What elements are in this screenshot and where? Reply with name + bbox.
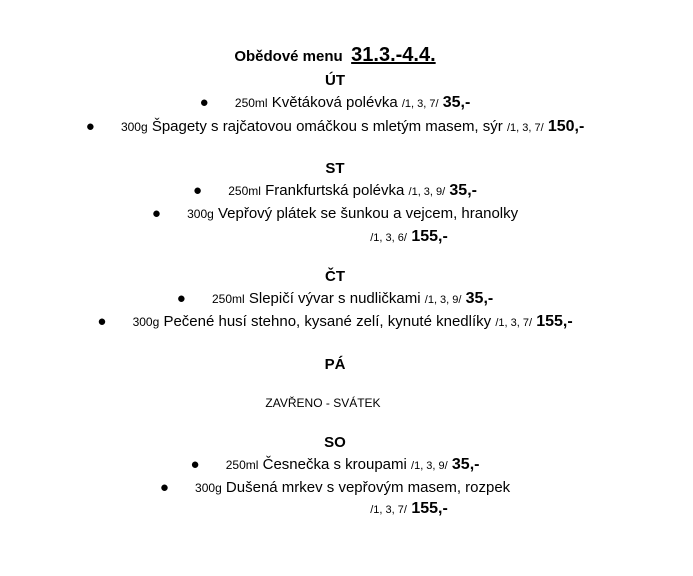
menu-dates: 31.3.-4.4. [351, 44, 436, 66]
item-allergens: /1, 3, 7/ [495, 317, 533, 329]
bullet-icon: ● [176, 290, 186, 307]
item-price: 155,- [411, 500, 448, 517]
bullet-icon: ● [199, 94, 209, 111]
day-heading-friday: PÁ [324, 356, 346, 373]
item-price: 155,- [536, 313, 573, 330]
item-allergens: /1, 3, 6/ [370, 232, 407, 244]
bullet-icon: ● [151, 205, 161, 222]
day-heading-thursday: ČT [325, 268, 345, 285]
item-price: 155,- [411, 228, 448, 245]
bullet-icon: ● [85, 118, 95, 135]
item-price: 150,- [547, 118, 585, 135]
day-heading-saturday: SO [324, 434, 346, 451]
item-name: Slepičí vývar s nudličkami [248, 290, 421, 307]
menu-title-text: Obědové menu [234, 48, 343, 65]
item-quantity: 300g [187, 207, 214, 221]
item-quantity: 300g [195, 481, 222, 495]
item-allergens: /1, 3, 7/ [370, 504, 407, 516]
item-price: 35,- [451, 456, 480, 473]
item-price-line [0, 228, 670, 246]
menu-item [0, 290, 670, 308]
item-quantity: 250ml [212, 292, 245, 306]
item-allergens: /1, 3, 9/ [411, 460, 448, 472]
item-price-line [0, 500, 670, 518]
menu-item [0, 479, 670, 496]
day-heading-tuesday: ÚT [325, 72, 345, 89]
item-quantity: 250ml [225, 458, 259, 472]
item-quantity: 250ml [234, 96, 268, 110]
item-price: 35,- [442, 94, 471, 111]
menu-item [0, 313, 670, 331]
closed-notice: ZAVŘENO - SVÁTEK [265, 396, 381, 410]
item-allergens: /1, 3, 7/ [506, 122, 544, 134]
item-quantity: 300g [120, 120, 148, 134]
menu-item [0, 456, 670, 474]
menu-item [0, 182, 670, 200]
item-name: Česnečka s kroupami [262, 456, 407, 473]
bullet-icon: ● [159, 479, 169, 496]
item-quantity: 250ml [228, 184, 261, 198]
menu-title [0, 44, 670, 67]
menu-item [0, 118, 670, 136]
day-heading-wednesday: ST [325, 160, 345, 177]
item-name: Vepřový plátek se šunkou a vejcem, hranolky [217, 205, 519, 222]
item-name: Dušená mrkev s vepřovým masem, rozpek [225, 479, 511, 496]
item-name: Frankfurtská polévka [265, 182, 405, 199]
bullet-icon: ● [97, 313, 107, 330]
item-name: Špagety s rajčatovou omáčkou s mletým masem, sýr [151, 118, 503, 135]
menu-item [0, 205, 670, 222]
item-name: Pečené husí stehno, kysané zelí, kynuté knedlíky [163, 313, 492, 330]
menu-item [0, 94, 670, 112]
item-allergens: /1, 3, 7/ [401, 98, 439, 110]
item-name: Květáková polévka [271, 94, 398, 111]
item-price: 35,- [449, 182, 477, 199]
item-allergens: /1, 3, 9/ [408, 186, 446, 198]
bullet-icon: ● [193, 182, 203, 199]
item-price: 35,- [465, 290, 494, 307]
bullet-icon: ● [190, 456, 200, 473]
item-quantity: 300g [132, 315, 160, 329]
item-allergens: /1, 3, 9/ [424, 294, 462, 306]
